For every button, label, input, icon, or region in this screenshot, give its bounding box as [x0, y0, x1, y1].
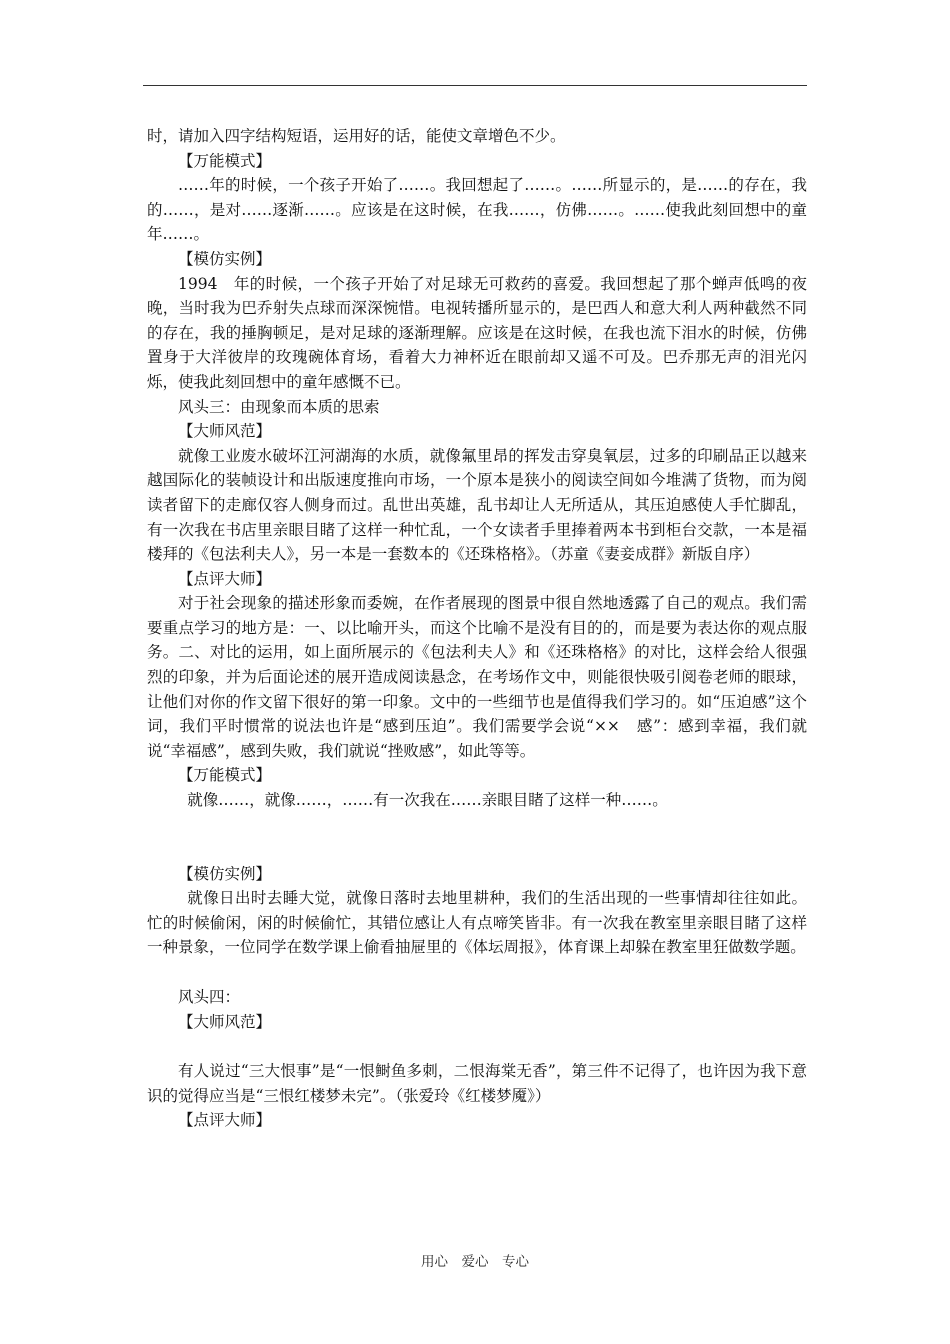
heading-imitation-example: 【模仿实例】: [178, 249, 272, 268]
heading-comment-2: 【点评大师】: [178, 1111, 272, 1130]
paragraph-master-text-2: 有人说过“三大恨事”是“一恨鲥鱼多刺，二恨海棠无香”，第三件不记得了，也许因为我下意识的觉得应当是“三恨红楼梦未完”。（张爱玲《红楼梦魇》）: [147, 1062, 807, 1105]
document-body: [147, 124, 807, 1133]
paragraph-comment: 对于社会现象的描述形象而委婉，在作者展现的图景中很自然地透露了自己的观点。我们需要重点学习的地方是：一、以比喻开头，而这个比喻不是没有目的的，而是要为表达你的观点服务。二、对比的运用，如上面所展示的《包法利夫人》和《还珠格格》的对比，这样会给人很强烈的印象，并为后面论述的展开造成阅读悬念，在考场作文中，则能很快吸引阅卷老师的眼球，让他们对你的作文留下很好的第一印象。文中的一些细节也是值得我们学习的。如“压迫感”这个词，我们平时惯常的说法也许是“感到压迫”。我们需要学会说“×× 感”：感到幸福，我们就说“幸福感”，感到失败，我们就说“挫败感”，如此等等。: [147, 594, 807, 760]
heading-comment: 【点评大师】: [178, 569, 272, 588]
heading-master-style: 【大师风范】: [178, 422, 272, 441]
section-title-4: 风头四：: [178, 988, 241, 1006]
paragraph-intro: 时，请加入四字结构短语，运用好的话，能使文章增色不少。: [147, 127, 566, 145]
paragraph-example-2: 就像日出时去睡大觉，就像日落时去地里耕种，我们的生活出现的一些事情却往往如此。忙的时候偷闲，闲的时候偷忙，其错位感让人有点啼笑皆非。有一次我在教室里亲眼目睹了这样一种景象，一位同学在数学课上偷看抽屉里的《体坛周报》，体育课上却躲在教室里狂做数学题。: [147, 889, 807, 957]
heading-imitation-example-2: 【模仿实例】: [178, 864, 272, 883]
paragraph-pattern-2: 就像……，就像……，……有一次我在……亲眼目睹了这样一种……。: [187, 791, 668, 810]
heading-universal-pattern-2: 【万能模式】: [178, 766, 272, 785]
paragraph-master-text: 就像工业废水破坏江河湖海的水质，就像氟里昂的挥发击穿臭氧层，过多的印刷品正以越来越国际化的装帧设计和出版速度推向市场，一个原本是狭小的阅读空间如今堆满了货物，而为阅读者留下的走廊仅容人侧身而过。乱世出英雄，乱书却让人无所适从，其压迫感使人手忙脚乱，有一次我在书店里亲眼目睹了这样一种忙乱，一个女读者手里捧着两本书到柜台交款，一本是福楼拜的《包法利夫人》，另一本是一套数本的《还珠格格》。（苏童《妻妾成群》新版自序）: [147, 446, 807, 564]
page-footer: 用心 爱心 专心: [421, 1254, 529, 1270]
spacer: [147, 813, 807, 862]
heading-master-style-2: 【大师风范】: [178, 1012, 272, 1031]
paragraph-example: 1994 年的时候，一个孩子开始了对足球无可救药的喜爱。我回想起了那个蝉声低鸣的夜晚，当时我为巴乔射失点球而深深惋惜。电视转播所显示的，是巴西人和意大利人两种截然不同的存在，我的捶胸顿足，是对足球的逐渐理解。应该是在这时候，在我也流下泪水的时候，仿佛置身于大洋彼岸的玫瑰碗体育场，看着大力神杯近在眼前却又遥不可及。巴乔那无声的泪光闪烁，使我此刻回想中的童年感慨不已。: [147, 274, 807, 391]
header-rule: [143, 85, 807, 86]
spacer: [147, 960, 807, 985]
heading-universal-pattern: 【万能模式】: [178, 151, 272, 170]
paragraph-pattern: ……年的时候，一个孩子开始了……。我回想起了……。……所显示的，是……的存在，我的……，是对……逐渐……。应该是在这时候，在我……，仿佛……。……使我此刻回想中的童年……。: [147, 176, 807, 244]
spacer: [147, 1034, 807, 1059]
section-title-3: 风头三：由现象而本质的思索: [178, 397, 380, 416]
